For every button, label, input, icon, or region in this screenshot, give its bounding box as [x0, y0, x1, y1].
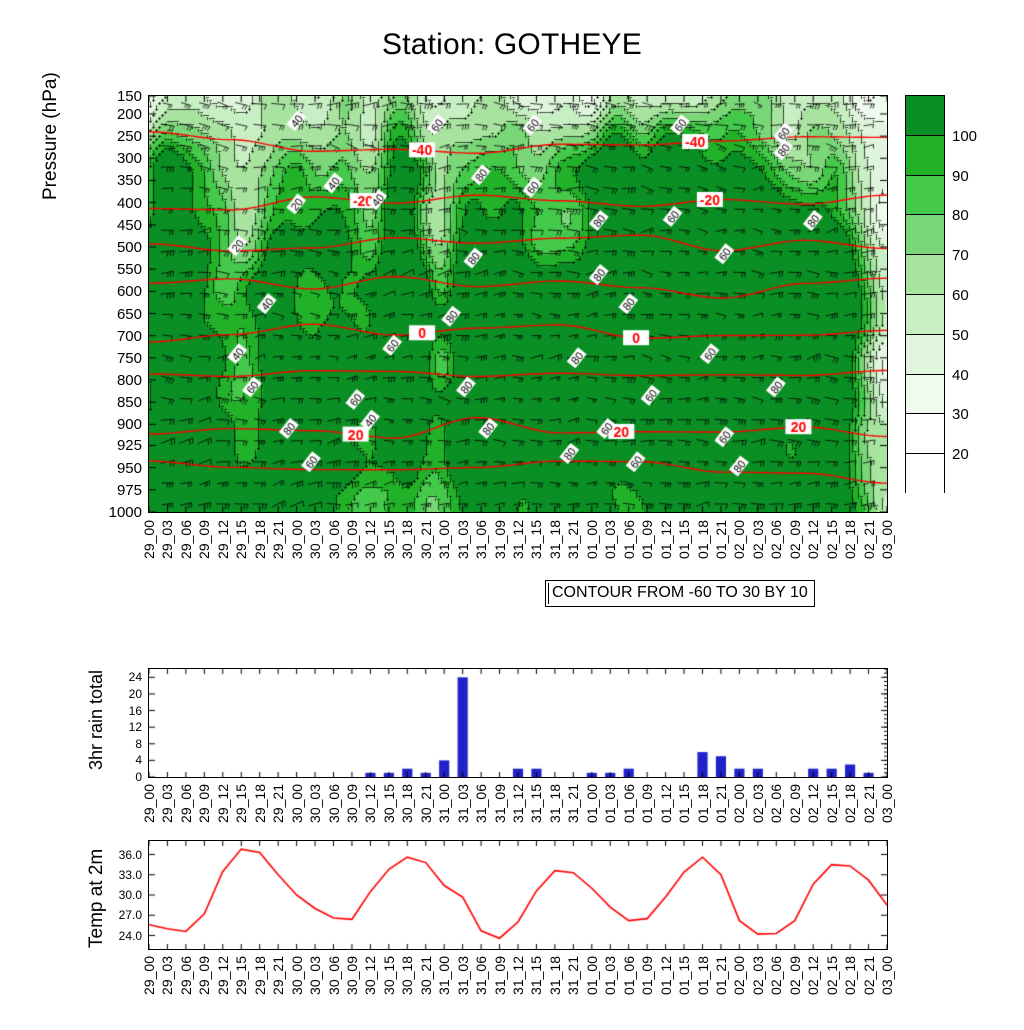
x-tick-label: 01_03	[602, 784, 619, 823]
x-tick-label: 31_21	[565, 956, 582, 995]
x-tick-label: 02_21	[860, 784, 877, 823]
x-tick-label: 31_12	[510, 520, 526, 559]
y-tick-label: 30.0	[118, 888, 142, 902]
y-tick-label: 200	[116, 105, 142, 123]
x-tick-label: 03_00	[879, 520, 895, 559]
temp-plot-canvas	[149, 841, 887, 949]
colorbar-labels	[952, 95, 996, 493]
colorbar-tick-label: 100	[952, 127, 978, 145]
x-tick-label: 31_03	[454, 520, 471, 559]
x-tick-label: 01_00	[583, 784, 600, 823]
x-tick-label: 31_00	[436, 956, 453, 995]
y-tick-label: 800	[116, 372, 142, 390]
x-tick-label: 31_15	[528, 520, 545, 559]
x-tick-label: 29_03	[159, 784, 176, 823]
x-tick-label: 30_21	[417, 520, 434, 559]
colorbar-band	[906, 335, 944, 375]
x-tick-label: 02_09	[786, 784, 803, 823]
colorbar-band	[906, 454, 944, 494]
x-tick-label: 01_12	[657, 520, 674, 559]
contour-note: CONTOUR FROM -60 TO 30 BY 10	[545, 580, 815, 607]
x-tick-label: 02_00	[731, 520, 748, 559]
y-tick-label: 400	[116, 194, 142, 212]
y-tick-label: 600	[116, 283, 142, 301]
x-tick-label: 01_09	[639, 956, 656, 995]
temp-x-tick-labels	[141, 956, 895, 1030]
y-tick-label: 36.0	[118, 847, 142, 862]
x-tick-label: 30_09	[343, 520, 360, 559]
x-tick-label: 29_09	[196, 520, 213, 559]
x-tick-label: 03_00	[879, 784, 895, 823]
x-tick-label: 01_21	[712, 956, 729, 995]
x-tick-label: 02_06	[768, 956, 785, 995]
x-tick-label: 29_12	[214, 956, 231, 995]
x-tick-label: 02_18	[842, 520, 859, 559]
x-tick-label: 30_00	[288, 520, 305, 559]
x-tick-label: 31_06	[473, 784, 490, 823]
x-tick-label: 30_18	[399, 784, 416, 823]
x-tick-label: 02_12	[805, 520, 822, 559]
colorbar-tick-label: 50	[952, 326, 969, 344]
x-tick-label: 30_06	[325, 956, 342, 995]
rain-bar-chart	[148, 668, 888, 778]
x-tick-label: 30_21	[417, 784, 434, 823]
y-tick-label: 250	[116, 128, 142, 146]
x-tick-label: 02_15	[823, 784, 840, 823]
x-tick-label: 02_21	[860, 956, 877, 995]
y-tick-label: 0	[135, 770, 142, 784]
x-tick-label: 30_00	[288, 956, 305, 995]
x-tick-label: 29_18	[251, 956, 268, 995]
colorbar-tick-label: 60	[952, 287, 969, 304]
x-tick-label: 29_15	[233, 520, 250, 559]
x-tick-label: 31_15	[528, 956, 545, 995]
x-tick-label: 29_18	[251, 784, 268, 823]
y-tick-label: 700	[116, 327, 142, 345]
x-tick-label: 01_21	[712, 520, 729, 559]
x-tick-label: 02_09	[786, 956, 803, 995]
y-tick-label: 33.0	[118, 867, 142, 882]
y-tick-label: 4	[135, 753, 142, 768]
colorbar-tick-label: 40	[952, 366, 969, 384]
x-tick-label: 29_12	[214, 784, 231, 823]
x-tick-label: 29_21	[270, 784, 287, 823]
x-tick-label: 02_03	[749, 956, 766, 995]
x-tick-label: 31_03	[454, 956, 471, 995]
x-tick-label: 29_09	[196, 784, 213, 823]
rain-plot-canvas	[149, 669, 887, 777]
x-tick-label: 31_12	[510, 784, 526, 823]
x-tick-label: 01_09	[639, 784, 656, 823]
x-tick-label: 30_06	[325, 784, 342, 823]
x-tick-label: 30_09	[343, 956, 360, 995]
colorbar-tick-label: 20	[952, 446, 969, 464]
rain-y-axis-label: 3hr rain total	[86, 669, 106, 770]
y-tick-label: 350	[116, 172, 142, 190]
x-tick-label: 31_00	[436, 784, 453, 823]
x-tick-label: 02_09	[786, 520, 803, 559]
x-tick-label: 02_18	[842, 784, 859, 823]
x-tick-label: 01_15	[676, 520, 693, 559]
x-tick-label: 29_18	[251, 520, 268, 559]
colorbar-band	[906, 375, 944, 415]
x-tick-label: 30_00	[288, 784, 305, 823]
colorbar-tick-label: 30	[952, 406, 969, 424]
x-tick-label: 30_09	[343, 784, 360, 823]
x-tick-label: 31_09	[491, 956, 508, 995]
x-tick-label: 29_06	[177, 784, 194, 823]
y-tick-label: 300	[116, 150, 142, 168]
x-tick-label: 31_06	[473, 520, 490, 559]
x-tick-label: 02_15	[823, 956, 840, 995]
x-tick-label: 02_00	[731, 784, 748, 823]
x-tick-label: 02_00	[731, 956, 748, 995]
x-tick-label: 29_06	[177, 956, 194, 995]
temp-y-axis-label: Temp at 2m	[86, 848, 107, 948]
colorbar-tick-label: 70	[952, 247, 969, 265]
y-tick-label: 27.0	[118, 908, 142, 923]
x-tick-label: 01_15	[676, 784, 693, 823]
x-tick-label: 31_18	[546, 956, 563, 995]
x-tick-label: 29_03	[159, 956, 176, 995]
x-tick-label: 01_12	[657, 956, 674, 995]
page-title: Station: GOTHEYE	[382, 28, 642, 61]
colorbar-band	[906, 215, 944, 255]
x-tick-label: 01_18	[694, 784, 711, 823]
x-tick-label: 02_21	[860, 520, 877, 559]
x-tick-label: 01_15	[676, 956, 693, 995]
x-tick-label: 29_09	[196, 956, 213, 995]
x-tick-label: 02_12	[805, 784, 822, 823]
rain-y-ticks	[98, 668, 142, 784]
main-y-ticks	[78, 88, 142, 521]
y-tick-label: 750	[116, 349, 142, 367]
x-tick-label: 31_18	[546, 784, 563, 823]
x-tick-label: 01_06	[620, 784, 637, 823]
x-tick-label: 02_03	[749, 784, 766, 823]
main-plot-canvas	[149, 96, 887, 512]
x-tick-label: 02_03	[749, 520, 766, 559]
y-tick-label: 24.0	[118, 928, 142, 943]
colorbar	[905, 95, 945, 493]
x-tick-label: 03_00	[879, 956, 895, 995]
x-tick-label: 01_12	[657, 784, 674, 823]
y-tick-label: 20	[128, 686, 142, 701]
x-tick-label: 29_00	[141, 956, 157, 995]
colorbar-band	[906, 255, 944, 295]
x-tick-label: 02_15	[823, 520, 840, 559]
y-tick-label: 850	[116, 394, 142, 412]
y-tick-label: 16	[128, 703, 142, 718]
y-tick-label: 500	[116, 238, 142, 256]
x-tick-label: 29_00	[141, 784, 157, 823]
x-tick-label: 31_21	[565, 784, 582, 823]
x-tick-label: 30_03	[307, 520, 324, 559]
x-tick-label: 30_03	[307, 784, 324, 823]
x-tick-label: 29_03	[159, 520, 176, 559]
x-tick-label: 30_12	[362, 520, 379, 559]
temp-line-chart	[148, 840, 888, 950]
x-tick-label: 30_15	[380, 784, 397, 823]
x-tick-label: 29_15	[233, 956, 250, 995]
x-tick-label: 29_21	[270, 956, 287, 995]
x-tick-label: 30_15	[380, 956, 397, 995]
x-tick-label: 31_09	[491, 784, 508, 823]
x-tick-label: 31_06	[473, 956, 490, 995]
y-tick-label: 24	[128, 670, 142, 685]
colorbar-band	[906, 96, 944, 136]
x-tick-label: 01_03	[602, 956, 619, 995]
temp-y-ticks	[92, 840, 142, 950]
x-tick-label: 31_15	[528, 784, 545, 823]
y-tick-label: 450	[116, 216, 142, 234]
x-tick-label: 29_12	[214, 520, 231, 559]
x-tick-label: 01_03	[602, 520, 619, 559]
x-tick-label: 01_00	[583, 956, 600, 995]
x-tick-label: 30_06	[325, 520, 342, 559]
x-tick-label: 30_12	[362, 784, 379, 823]
y-tick-label: 950	[116, 459, 142, 477]
y-tick-label: 550	[116, 261, 142, 279]
colorbar-band	[906, 295, 944, 335]
y-tick-label: 1000	[108, 504, 142, 521]
x-tick-label: 31_21	[565, 520, 582, 559]
x-tick-label: 01_09	[639, 520, 656, 559]
colorbar-tick-label: 90	[952, 167, 969, 185]
x-tick-label: 01_21	[712, 784, 729, 823]
colorbar-tick-label: 80	[952, 207, 969, 225]
x-tick-label: 01_00	[583, 520, 600, 559]
x-tick-label: 30_15	[380, 520, 397, 559]
x-tick-label: 02_12	[805, 956, 822, 995]
x-tick-label: 02_06	[768, 784, 785, 823]
x-tick-label: 02_18	[842, 956, 859, 995]
y-tick-label: 900	[116, 416, 142, 434]
x-tick-label: 30_18	[399, 956, 416, 995]
x-tick-label: 31_03	[454, 784, 471, 823]
colorbar-band	[906, 176, 944, 216]
x-tick-label: 31_09	[491, 520, 508, 559]
x-tick-label: 01_06	[620, 956, 637, 995]
humidity-cross-section-plot	[148, 95, 888, 513]
y-tick-label: 150	[116, 88, 142, 105]
y-tick-label: 12	[128, 720, 142, 735]
x-tick-label: 30_21	[417, 956, 434, 995]
x-tick-label: 31_18	[546, 520, 563, 559]
x-tick-label: 29_00	[141, 520, 157, 559]
y-tick-label: 925	[116, 437, 142, 455]
x-tick-label: 02_06	[768, 520, 785, 559]
x-tick-label: 30_03	[307, 956, 324, 995]
x-tick-label: 01_18	[694, 520, 711, 559]
x-tick-label: 30_18	[399, 520, 416, 559]
colorbar-band	[906, 414, 944, 454]
y-tick-label: 975	[116, 481, 142, 499]
main-y-axis-label: Pressure (hPa)	[40, 72, 61, 200]
x-tick-label: 31_00	[436, 520, 453, 559]
y-tick-label: 650	[116, 305, 142, 323]
colorbar-band	[906, 136, 944, 176]
y-tick-label: 8	[135, 736, 142, 751]
x-tick-label: 29_15	[233, 784, 250, 823]
x-tick-label: 01_06	[620, 520, 637, 559]
x-tick-label: 30_12	[362, 956, 379, 995]
x-tick-label: 01_18	[694, 956, 711, 995]
x-tick-label: 29_21	[270, 520, 287, 559]
x-tick-label: 29_06	[177, 520, 194, 559]
x-tick-label: 31_12	[510, 956, 526, 995]
